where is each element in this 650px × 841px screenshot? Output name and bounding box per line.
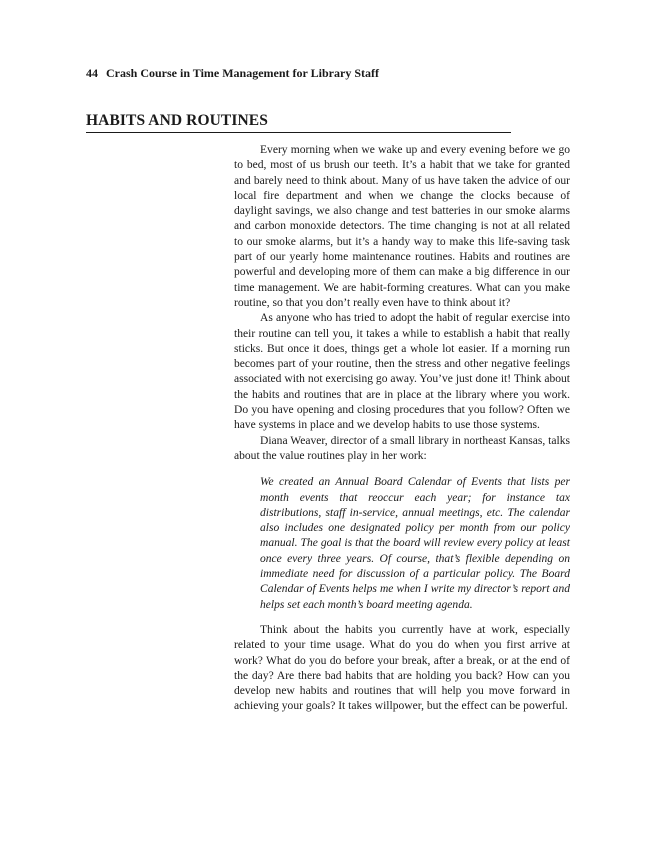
body-text	[234, 143, 570, 715]
paragraph: As anyone who has tried to adopt the habit of regular exercise into their routine can tell you, it takes a while to establish a habit that really sticks. But once it does, things get a whole lot easier. If a morning run becomes part of your routine, then the stress and other negative feelings associated with not exercising go away. You’ve just done it! Think about the habits and routines that are in place at the library where you work. Do you have opening and closing procedures that you follow? Often we have systems in place and we develop habits to use those systems.	[234, 312, 570, 432]
page-number: 44	[86, 66, 98, 80]
running-header	[86, 66, 379, 81]
quote-text: We created an Annual Board Calendar of Events that lists per month events that reoccur each year; for instance tax distributions, staff in-service, annual meetings, etc. The calendar also includes one designated policy per month from our policy manual. The goal is that the board will review every policy at least once every three years. Of course, that’s flexible depending on immediate need for discussion of a particular policy. The Board Calendar of Events helps me when I write my director’s report and helps set each month’s board meeting agenda.	[260, 476, 570, 611]
section-title: HABITS AND ROUTINES	[86, 112, 268, 129]
book-title: Crash Course in Time Management for Library Staff	[106, 66, 379, 80]
block-quote	[260, 475, 570, 613]
paragraph: Diana Weaver, director of a small library in northeast Kansas, talks about the value routines play in her work:	[234, 434, 570, 462]
paragraph: Every morning when we wake up and every evening before we go to bed, most of us brush our teeth. It’s a habit that we take for granted and barely need to think about. Many of us have taken the advice of our local fire department and when we change the clocks because of daylight savings, we also change and test batteries in our smoke alarms and carbon monoxide detectors. The time changing is not at all related to our smoke alarms, but it’s a handy way to make this life-saving task part of our yearly home maintenance routines. Habits and routines are powerful and developing more of them can make a big difference in our time management. We are habit-forming creatures. What can you make routine, so that you don’t really even have to think about it?	[234, 144, 570, 309]
title-divider	[86, 132, 511, 133]
paragraph: Think about the habits you currently have at work, especially related to your time usage. What do you do when you first arrive at work? What do you do before your break, after a break, or at the end of the day? Are there bad habits that are holding you back? How can you develop new habits and routines that will help you move forward in achieving your goals? It takes willpower, but the effect can be powerful.	[234, 623, 570, 713]
